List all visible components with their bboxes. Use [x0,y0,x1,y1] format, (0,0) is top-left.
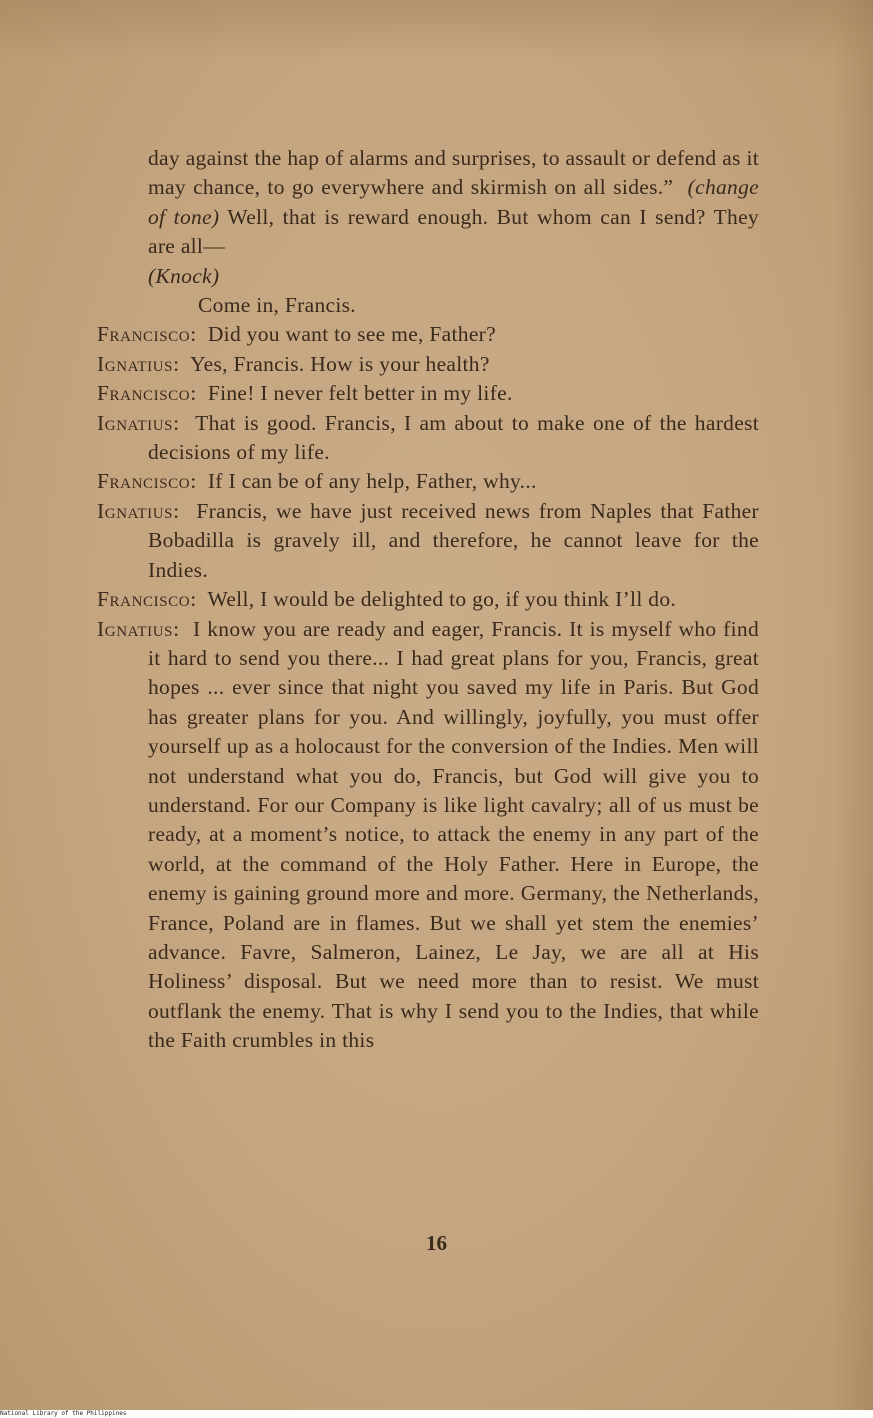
page-number: 16 [426,1231,447,1255]
opening-rest: Well, that is reward enough. But whom can I send? They are all— [148,204,759,259]
speaker-name: Ignatius [97,498,174,523]
dialogue-text: Did you want to see me, Father? [207,322,496,347]
stage-direction: (change of tone) [148,175,759,229]
dialogue-line: Francisco: If I can be of any help, Father, why... [97,469,537,494]
dialogue-line: Ignatius: Yes, Francis. How is your health? [97,351,490,376]
dialogue-text: That is good. Francis, I am about to make one of the hardest decisions of my life. [148,410,759,465]
speaker-name: Francisco [97,587,191,612]
page-body-text [97,144,759,1056]
come-in-line: Come in, Francis. [198,293,356,318]
library-credit: National Library of the Philippines [0,1410,873,1418]
dialogue-text: Francis, we have just received news from Naples that Father Bobadilla is gravely ill, and therefore, he cannot leave for the Indies. [148,498,759,582]
dialogue-line: Ignatius: That is good. Francis, I am about to make one of the hardest decisions of my life. [97,410,759,465]
stage-direction: (Knock) [148,263,220,288]
speaker-name: Francisco [97,381,191,406]
opening-lines: day against the hap of alarms and surprises, to assault or defend as it may chance, to go everywhere and skirmish on all sides.” [148,146,759,200]
speaker-name: Ignatius [97,351,174,376]
dialogue-line: Francisco: Fine! I never felt better in my life. [97,381,513,406]
speaker-name: Francisco [97,469,191,494]
dialogue-line: Ignatius: Francis, we have just received news from Naples that Father Bobadilla is gravely ill, and therefore, he cannot leave for the Indies. [97,498,759,582]
dialogue-text: Well, I would be delighted to go, if you think I’ll do. [207,587,677,612]
dialogue-line: Francisco: Did you want to see me, Father? [97,322,496,347]
stage-direction-knock-line [97,262,759,291]
dialogue-text: If I can be of any help, Father, why... [207,469,537,494]
dialogue-line: Francisco: Well, I would be delighted to go, if you think I’ll do. [97,587,677,612]
speaker-name: Francisco [97,322,191,347]
dialogue-text: Yes, Francis. How is your health? [189,351,490,376]
dialogue-text: Fine! I never felt better in my life. [207,381,513,406]
dialogue-line: Ignatius: I know you are ready and eager, Francis. It is myself who find it hard to send you there... I had great plans for you, Francis, great hopes ... ever since that night you saved my life in Paris. But God has greater plans for you. And willingly, joyfully, you must offer yourself up as a holocaust for the conversion of the Indies. Men will not understand what you do, Francis, but God will give you to understand. For our Company is like light cavalry; all of us must be ready, at a moment’s notice, to attack the enemy in any part of the world, at the command of the Holy Father. Here in Europe, the enemy is gaining ground more and more. Germany, the Netherlands, France, Poland are in flames. But we shall yet stem the enemies’ advance. Favre, Salmeron, Lainez, Le Jay, we are all at His Holiness’ disposal. But we need more than to resist. We must outflank the enemy. That is why I send you to the Indies, that while the Faith crumbles in this [97,616,760,1053]
speaker-name: Ignatius [97,410,174,435]
dialogue-text: I know you are ready and eager, Francis. It is myself who find it hard to send you there... I had great plans for you, Francis, great hopes ... ever since that night you saved my life in Paris. But God has greater plans for you. And willingly, joyfully, you must offer yourself up as a holocaust for the conversion of the Indies. Men will not understand what you do, Francis, but God will give you to understand. For our Company is like light cavalry; all of us must be ready, at a moment’s notice, to attack the enemy in any part of the world, at the command of the Holy Father. Here in Europe, the enemy is gaining ground more and more. Germany, the Netherlands, France, Poland are in flames. But we shall yet stem the enemies’ advance. Favre, Salmeron, Lainez, Le Jay, we are all at His Holiness’ disposal. But we need more than to resist. We must outflank the enemy. That is why I send you to the Indies, that while the Faith crumbles in this [148,616,760,1053]
speaker-name: Ignatius [97,616,174,641]
opening-paragraph [97,144,759,262]
